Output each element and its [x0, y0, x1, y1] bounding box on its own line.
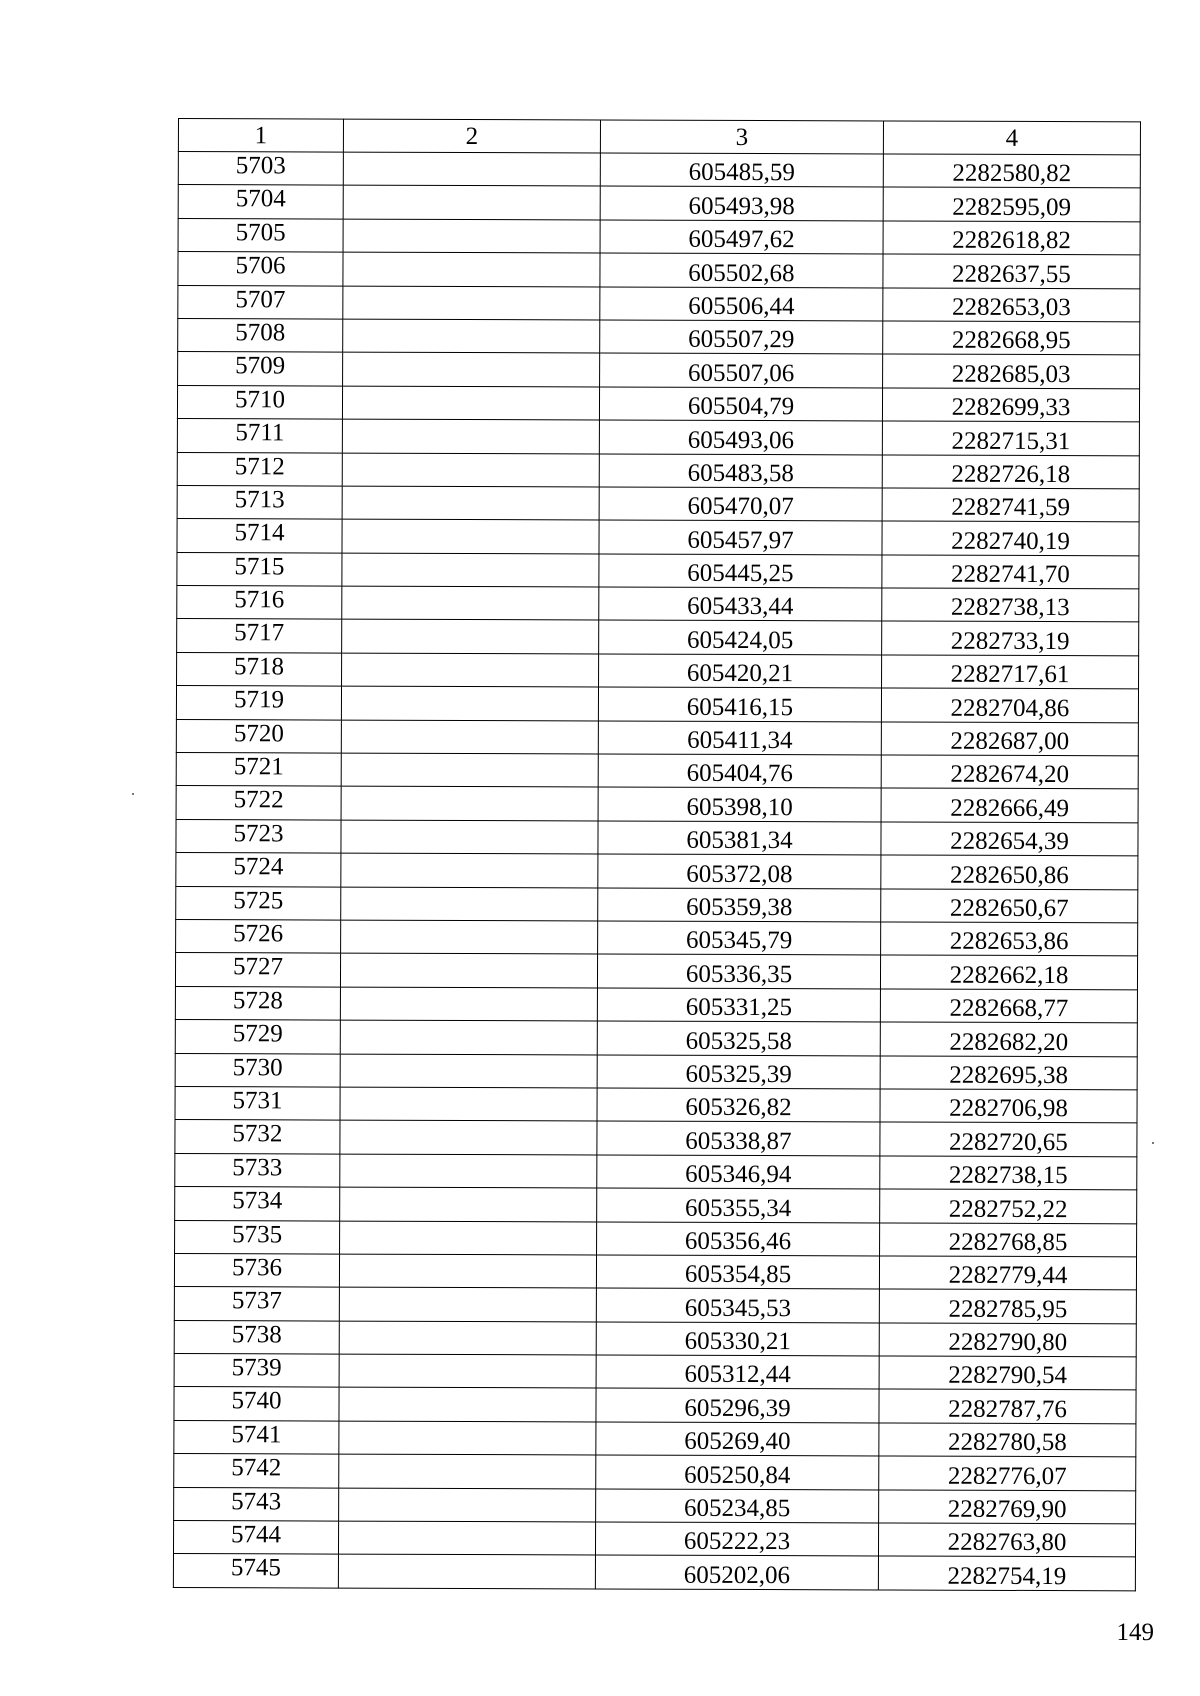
empty-cell [343, 352, 600, 386]
table-row [177, 385, 1139, 422]
x-coordinate-cell: 605493,98 [600, 186, 883, 220]
point-number-cell: 5734 [175, 1187, 340, 1221]
point-number-cell: 5714 [177, 519, 342, 553]
point-number-cell: 5742 [174, 1454, 339, 1488]
table-row [175, 1053, 1137, 1090]
empty-cell [341, 853, 598, 887]
empty-cell [339, 1388, 596, 1422]
x-coordinate-cell: 605359,38 [598, 888, 881, 922]
point-number-cell: 5704 [178, 185, 343, 219]
table-row [176, 886, 1138, 923]
y-coordinate-cell: 2282668,77 [880, 989, 1137, 1023]
point-number-cell: 5720 [176, 719, 341, 753]
y-coordinate-cell: 2282666,49 [881, 788, 1138, 822]
x-coordinate-cell: 605381,34 [598, 821, 881, 855]
point-number-cell: 5705 [178, 218, 343, 252]
point-number-cell: 5710 [177, 385, 342, 419]
y-coordinate-cell: 2282726,18 [882, 454, 1139, 488]
scan-speck-right [1152, 1142, 1154, 1144]
point-number-cell: 5730 [175, 1053, 340, 1087]
table-row [174, 1287, 1136, 1324]
table-row [178, 252, 1140, 289]
empty-cell [341, 753, 598, 787]
x-coordinate-cell: 605330,21 [596, 1322, 879, 1356]
table-row [176, 819, 1138, 856]
table-row [176, 786, 1138, 823]
point-number-cell: 5743 [174, 1487, 339, 1521]
x-coordinate-cell: 605493,06 [599, 420, 882, 454]
page-number: 149 [1116, 1619, 1154, 1646]
header-row [178, 119, 1140, 155]
x-coordinate-cell: 605433,44 [599, 587, 882, 621]
x-coordinate-cell: 605416,15 [598, 687, 881, 721]
y-coordinate-cell: 2282741,70 [882, 555, 1139, 589]
empty-cell [340, 1154, 597, 1188]
point-number-cell: 5722 [176, 786, 341, 820]
empty-cell [342, 486, 599, 520]
table-row [175, 1153, 1137, 1190]
y-coordinate-cell: 2282785,95 [879, 1289, 1136, 1323]
y-coordinate-cell: 2282790,80 [879, 1323, 1136, 1357]
x-coordinate-cell: 605312,44 [596, 1355, 879, 1389]
table-row [178, 285, 1140, 322]
x-coordinate-cell: 605222,23 [595, 1522, 878, 1556]
table-row [177, 519, 1139, 556]
table-row [177, 586, 1139, 623]
point-number-cell: 5732 [175, 1120, 340, 1154]
point-number-cell: 5711 [177, 419, 342, 453]
y-coordinate-cell: 2282668,95 [883, 321, 1140, 355]
empty-cell [339, 1354, 596, 1388]
point-number-cell: 5737 [174, 1287, 339, 1321]
y-coordinate-cell: 2282720,65 [880, 1122, 1137, 1156]
empty-cell [343, 252, 600, 286]
table-row [174, 1253, 1136, 1290]
table-header [178, 119, 1140, 155]
y-coordinate-cell: 2282790,54 [879, 1356, 1136, 1390]
point-number-cell: 5708 [178, 318, 343, 352]
y-coordinate-cell: 2282741,59 [882, 488, 1139, 522]
empty-cell [342, 553, 599, 587]
empty-cell [342, 386, 599, 420]
table-row [174, 1487, 1136, 1524]
table-row [175, 1120, 1137, 1157]
y-coordinate-cell: 2282740,19 [882, 521, 1139, 555]
empty-cell [341, 686, 598, 720]
y-coordinate-cell: 2282662,18 [880, 955, 1137, 989]
table-row [176, 719, 1138, 756]
table-row [175, 1187, 1137, 1224]
y-coordinate-cell: 2282779,44 [879, 1256, 1136, 1290]
x-coordinate-cell: 605325,58 [597, 1021, 880, 1055]
table-row [174, 1320, 1136, 1357]
x-coordinate-cell: 605234,85 [596, 1489, 879, 1523]
empty-cell [342, 519, 599, 553]
empty-cell [339, 1287, 596, 1321]
x-coordinate-cell: 605326,82 [597, 1088, 880, 1122]
empty-cell [342, 453, 599, 487]
x-coordinate-cell: 605398,10 [598, 787, 881, 821]
table-row [177, 619, 1139, 656]
point-number-cell: 5738 [174, 1320, 339, 1354]
point-number-cell: 5723 [176, 819, 341, 853]
x-coordinate-cell: 605424,05 [599, 620, 882, 654]
y-coordinate-cell: 2282704,86 [881, 688, 1138, 722]
empty-cell [341, 920, 598, 954]
y-coordinate-cell: 2282682,20 [880, 1022, 1137, 1056]
empty-cell [340, 1020, 597, 1054]
x-coordinate-cell: 605502,68 [600, 253, 883, 287]
table-row [178, 218, 1140, 255]
y-coordinate-cell: 2282738,13 [882, 588, 1139, 622]
empty-cell [339, 1454, 596, 1488]
x-coordinate-cell: 605346,94 [597, 1155, 880, 1189]
empty-cell [343, 286, 600, 320]
empty-cell [339, 1321, 596, 1355]
point-number-cell: 5717 [177, 619, 342, 653]
empty-cell [339, 1488, 596, 1522]
y-coordinate-cell: 2282650,67 [881, 889, 1138, 923]
table-row [175, 986, 1137, 1023]
point-number-cell: 5745 [173, 1554, 338, 1588]
table-row [175, 1220, 1137, 1257]
point-number-cell: 5707 [178, 285, 343, 319]
point-number-cell: 5740 [174, 1387, 339, 1421]
column-header-2: 2 [343, 119, 600, 153]
y-coordinate-cell: 2282752,22 [880, 1189, 1137, 1223]
x-coordinate-cell: 605404,76 [598, 754, 881, 788]
y-coordinate-cell: 2282769,90 [879, 1490, 1136, 1524]
point-number-cell: 5716 [177, 586, 342, 620]
y-coordinate-cell: 2282654,39 [881, 822, 1138, 856]
table-row [176, 853, 1138, 890]
table-row [173, 1521, 1135, 1558]
empty-cell [343, 219, 600, 253]
empty-cell [343, 152, 600, 186]
table-row [178, 152, 1140, 189]
table-row [176, 686, 1138, 723]
point-number-cell: 5726 [176, 919, 341, 953]
empty-cell [340, 1221, 597, 1255]
y-coordinate-cell: 2282595,09 [883, 187, 1140, 221]
y-coordinate-cell: 2282685,03 [883, 354, 1140, 388]
point-number-cell: 5715 [177, 552, 342, 586]
y-coordinate-cell: 2282780,58 [879, 1423, 1136, 1457]
x-coordinate-cell: 605331,25 [597, 988, 880, 1022]
y-coordinate-cell: 2282653,86 [881, 922, 1138, 956]
y-coordinate-cell: 2282787,76 [879, 1389, 1136, 1423]
empty-cell [342, 653, 599, 687]
x-coordinate-cell: 605345,53 [596, 1288, 879, 1322]
empty-cell [340, 1187, 597, 1221]
scan-speck-left [132, 793, 134, 795]
point-number-cell: 5706 [178, 252, 343, 286]
table-row [178, 352, 1140, 389]
point-number-cell: 5727 [175, 953, 340, 987]
y-coordinate-cell: 2282776,07 [879, 1456, 1136, 1490]
x-coordinate-cell: 605507,06 [600, 353, 883, 387]
y-coordinate-cell: 2282768,85 [880, 1222, 1137, 1256]
empty-cell [341, 786, 598, 820]
x-coordinate-cell: 605250,84 [596, 1455, 879, 1489]
x-coordinate-cell: 605506,44 [600, 287, 883, 321]
x-coordinate-cell: 605457,97 [599, 520, 882, 554]
point-number-cell: 5728 [175, 986, 340, 1020]
empty-cell [338, 1521, 595, 1555]
table-row [177, 652, 1139, 689]
point-number-cell: 5741 [174, 1420, 339, 1454]
point-number-cell: 5709 [178, 352, 343, 386]
x-coordinate-cell: 605411,34 [598, 721, 881, 755]
empty-cell [340, 953, 597, 987]
x-coordinate-cell: 605507,29 [600, 320, 883, 354]
y-coordinate-cell: 2282618,82 [883, 221, 1140, 255]
empty-cell [340, 1087, 597, 1121]
y-coordinate-cell: 2282715,31 [882, 421, 1139, 455]
table-row [174, 1354, 1136, 1391]
empty-cell [340, 1120, 597, 1154]
empty-cell [338, 1554, 595, 1588]
y-coordinate-cell: 2282754,19 [878, 1556, 1135, 1590]
table-row [173, 1554, 1135, 1591]
y-coordinate-cell: 2282650,86 [881, 855, 1138, 889]
table-row [176, 919, 1138, 956]
column-header-1: 1 [178, 119, 343, 153]
x-coordinate-cell: 605354,85 [596, 1255, 879, 1289]
point-number-cell: 5735 [175, 1220, 340, 1254]
x-coordinate-cell: 605296,39 [596, 1388, 879, 1422]
point-number-cell: 5703 [178, 152, 343, 186]
x-coordinate-cell: 605504,79 [599, 387, 882, 421]
x-coordinate-cell: 605420,21 [599, 654, 882, 688]
empty-cell [339, 1254, 596, 1288]
column-header-4: 4 [883, 121, 1140, 155]
table-row [178, 185, 1140, 222]
table-row [174, 1420, 1136, 1457]
x-coordinate-cell: 605356,46 [597, 1221, 880, 1255]
empty-cell [342, 586, 599, 620]
y-coordinate-cell: 2282699,33 [882, 388, 1139, 422]
x-coordinate-cell: 605269,40 [596, 1422, 879, 1456]
point-number-cell: 5731 [175, 1086, 340, 1120]
empty-cell [342, 419, 599, 453]
empty-cell [340, 1054, 597, 1088]
y-coordinate-cell: 2282717,61 [882, 655, 1139, 689]
point-number-cell: 5721 [176, 753, 341, 787]
point-number-cell: 5733 [175, 1153, 340, 1187]
y-coordinate-cell: 2282763,80 [878, 1523, 1135, 1557]
y-coordinate-cell: 2282738,15 [880, 1156, 1137, 1190]
point-number-cell: 5725 [176, 886, 341, 920]
empty-cell [343, 185, 600, 219]
table-row [175, 953, 1137, 990]
table-row [174, 1387, 1136, 1424]
point-number-cell: 5739 [174, 1354, 339, 1388]
point-number-cell: 5718 [177, 652, 342, 686]
table-body [173, 152, 1140, 1591]
empty-cell [340, 987, 597, 1021]
table-row [177, 552, 1139, 589]
point-number-cell: 5712 [177, 452, 342, 486]
empty-cell [343, 319, 600, 353]
table-row [177, 485, 1139, 522]
empty-cell [341, 887, 598, 921]
empty-cell [341, 720, 598, 754]
table-row [176, 753, 1138, 790]
x-coordinate-cell: 605345,79 [598, 921, 881, 955]
table-row [175, 1086, 1137, 1123]
table-row [178, 318, 1140, 355]
x-coordinate-cell: 605445,25 [599, 554, 882, 588]
empty-cell [342, 620, 599, 654]
x-coordinate-cell: 605372,08 [598, 854, 881, 888]
x-coordinate-cell: 605325,39 [597, 1055, 880, 1089]
table-row [177, 419, 1139, 456]
point-number-cell: 5744 [173, 1521, 338, 1555]
table-row [177, 452, 1139, 489]
y-coordinate-cell: 2282687,00 [881, 722, 1138, 756]
empty-cell [341, 820, 598, 854]
x-coordinate-cell: 605338,87 [597, 1121, 880, 1155]
empty-cell [339, 1421, 596, 1455]
point-number-cell: 5719 [176, 686, 341, 720]
point-number-cell: 5736 [174, 1253, 339, 1287]
x-coordinate-cell: 605483,58 [599, 453, 882, 487]
coordinates-table [173, 118, 1141, 1591]
x-coordinate-cell: 605470,07 [599, 487, 882, 521]
y-coordinate-cell: 2282733,19 [882, 621, 1139, 655]
y-coordinate-cell: 2282674,20 [881, 755, 1138, 789]
y-coordinate-cell: 2282580,82 [883, 154, 1140, 188]
x-coordinate-cell: 605202,06 [595, 1555, 878, 1589]
x-coordinate-cell: 605355,34 [597, 1188, 880, 1222]
x-coordinate-cell: 605497,62 [600, 220, 883, 254]
y-coordinate-cell: 2282706,98 [880, 1089, 1137, 1123]
table-row [175, 1020, 1137, 1057]
y-coordinate-cell: 2282653,03 [883, 288, 1140, 322]
x-coordinate-cell: 605336,35 [597, 954, 880, 988]
x-coordinate-cell: 605485,59 [600, 153, 883, 187]
y-coordinate-cell: 2282637,55 [883, 254, 1140, 288]
point-number-cell: 5724 [176, 853, 341, 887]
table-row [174, 1454, 1136, 1491]
point-number-cell: 5729 [175, 1020, 340, 1054]
column-header-3: 3 [600, 120, 883, 154]
point-number-cell: 5713 [177, 485, 342, 519]
y-coordinate-cell: 2282695,38 [880, 1056, 1137, 1090]
